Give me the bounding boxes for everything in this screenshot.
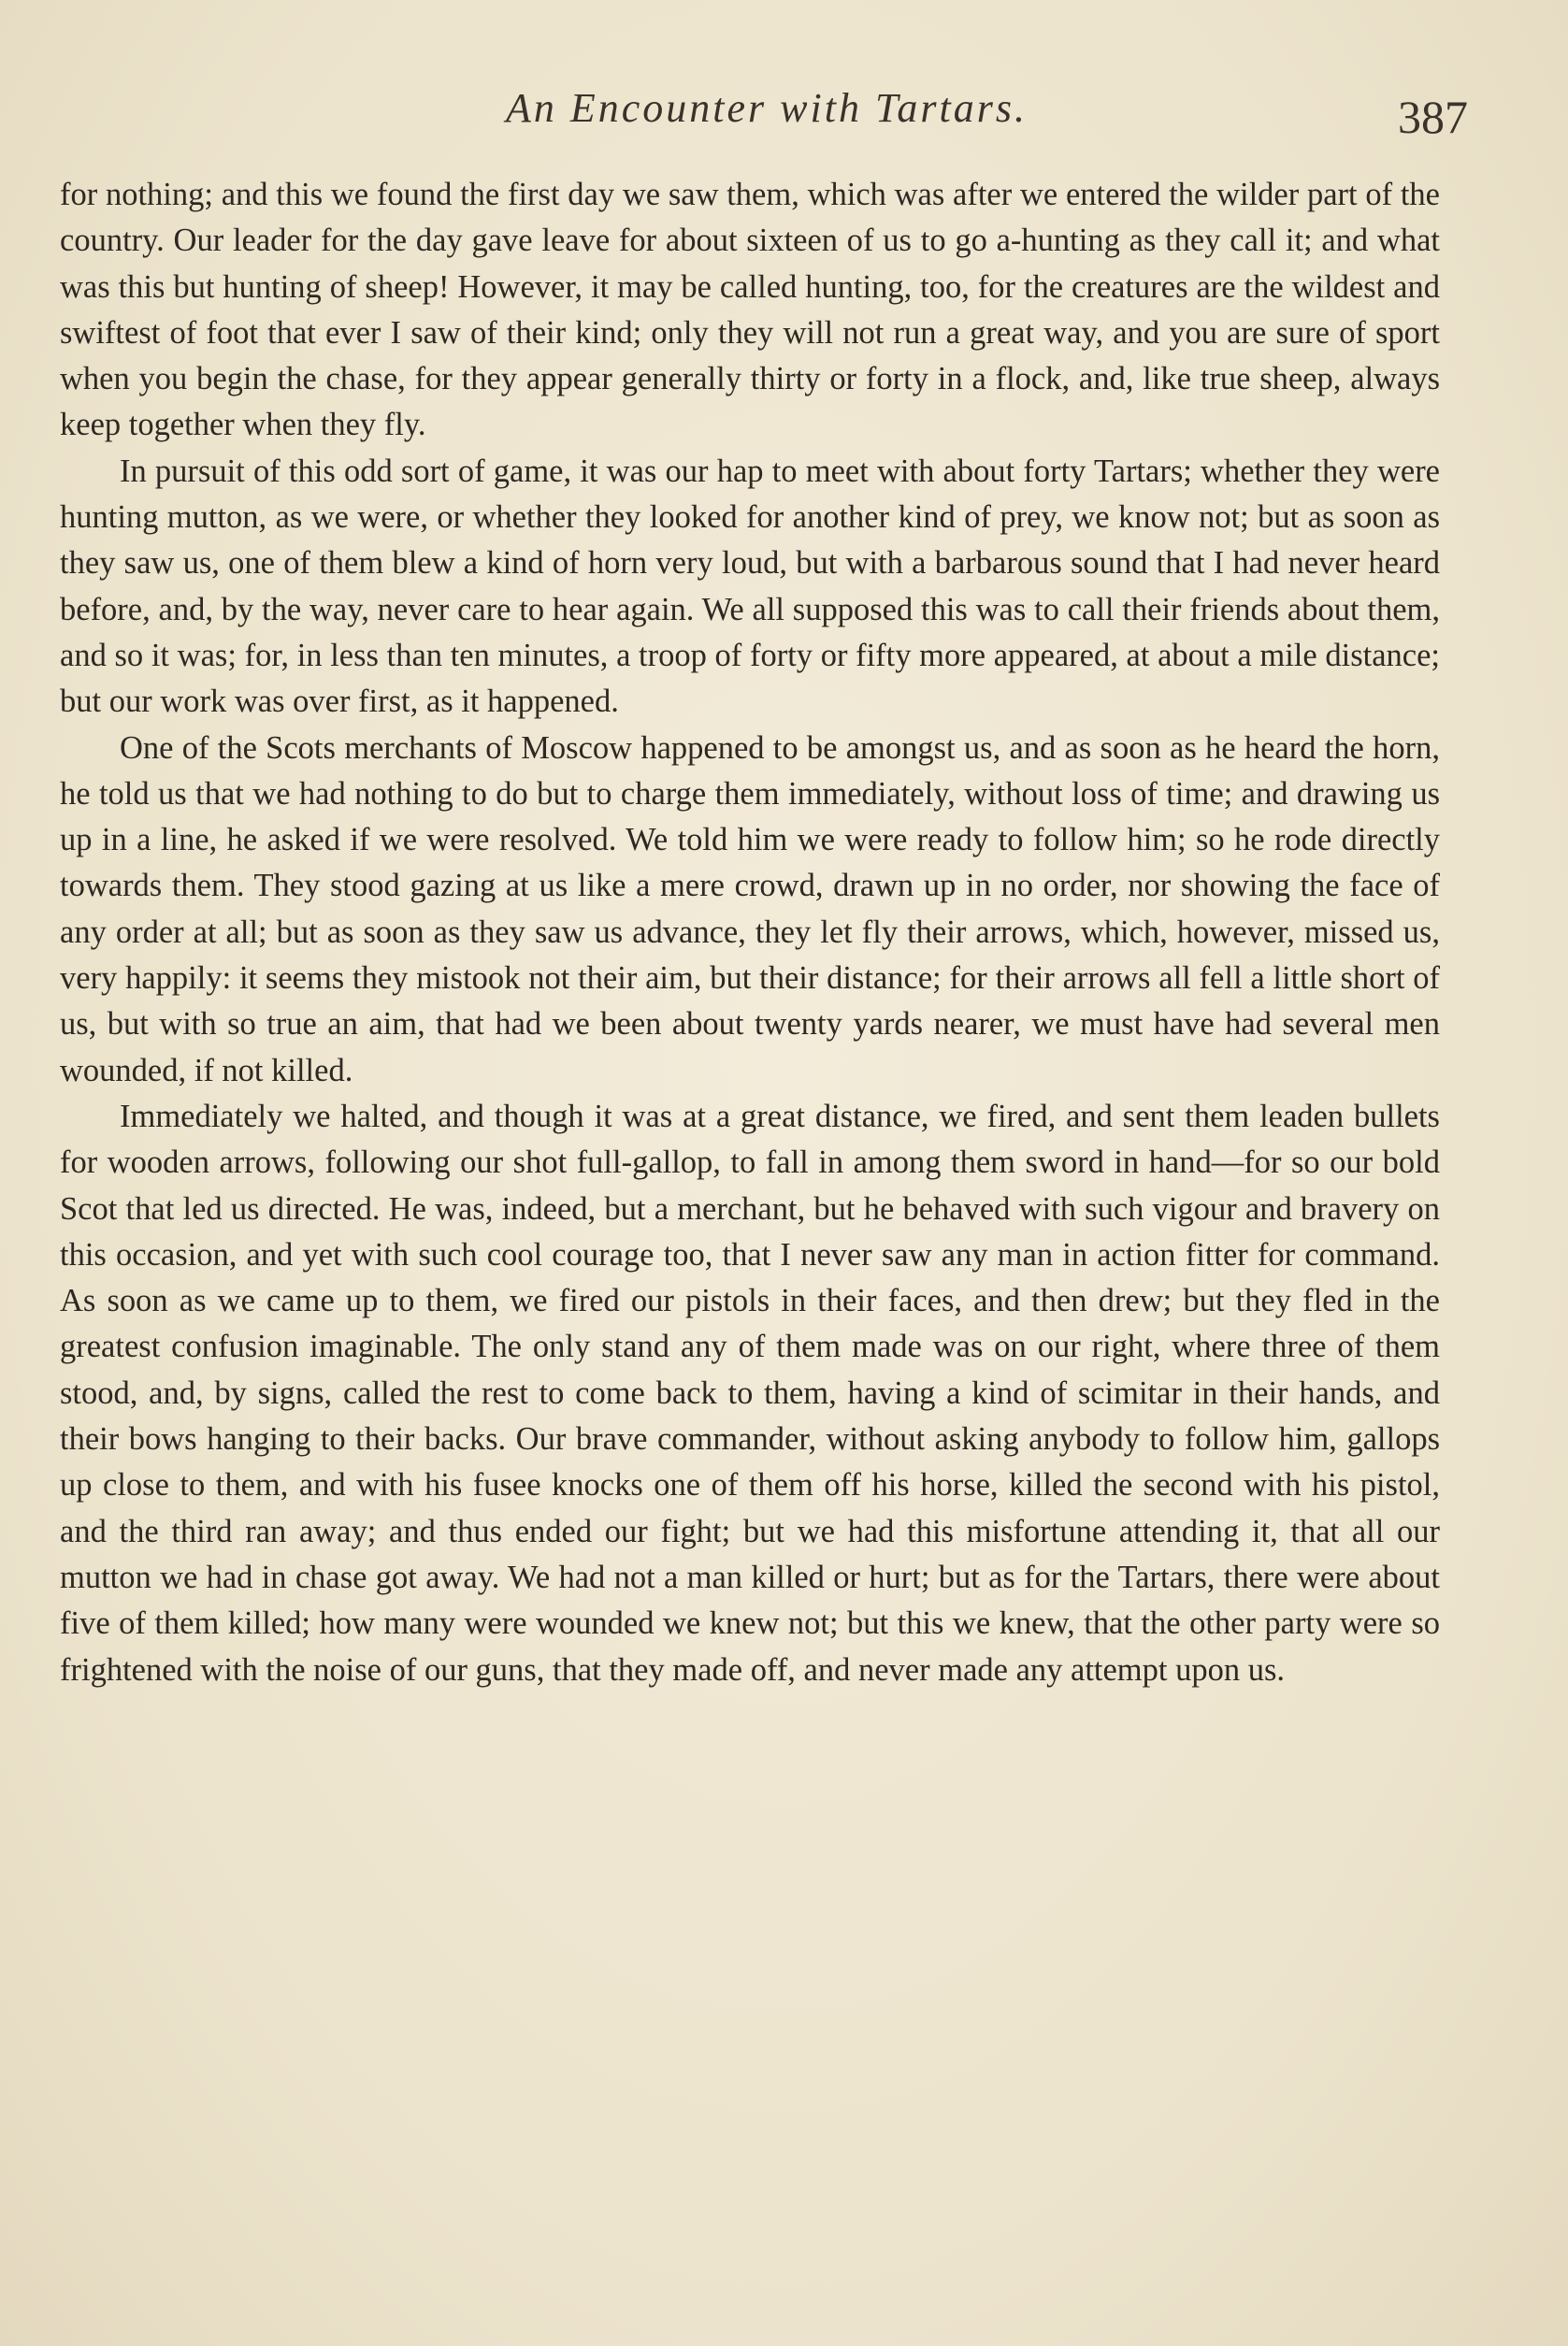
paragraph: Immediately we halted, and though it was at a great distance, we fired, and sent them leaden bullets for wooden arrows, following our shot full-gallop, to fall in among them sword in hand—for so our bold Scot that led us directed. He was, indeed, but a merchant, but he behaved with such vigour and bravery on this occasion, and yet with such cool courage too, that I never saw any man in action fitter for command. As soon as we came up to them, we fired our pistols in their faces, and then drew; but they fled in the greatest confusion imaginable. The only stand any of them made was on our right, where three of them stood, and, by signs, called the rest to come back to them, having a kind of scimitar in their hands, and their bows hanging to their backs. Our brave commander, without asking anybody to follow him, gallops up close to them, and with his fusee knocks one of them off his horse, killed the second with his pistol, and the third ran away; and thus ended our fight; but we had this misfortune attending it, that all our mutton we had in chase got away. We had not a man killed or hurt; but as for the Tartars, there were about five of them killed; how many were wounded we knew not; but this we knew, that the other party were so frightened with the noise of our guns, that they made off, and never made any attempt upon us. xyxy=(60,1098,1440,1688)
running-title: An Encounter with Tartars. xyxy=(506,85,1028,131)
body-text xyxy=(60,172,1440,1693)
paragraph-continued: for nothing; and this we found the first day we saw them, which was after we entered the wilder part of the country. Our leader for the day gave leave for about sixteen of us to go a-hunting as they call it; and what was this but hunting of sheep! However, it may be called hunting, too, for the creatures are the wildest and swiftest of foot that ever I saw of their kind; only they will not run a great way, and you are sure of sport when you begin the chase, for they appear generally thirty or forty in a flock, and, like true sheep, always keep together when they fly. xyxy=(60,177,1440,443)
page-number: 387 xyxy=(1398,91,1468,143)
paragraph: One of the Scots merchants of Moscow happened to be amongst us, and as soon as he heard the horn, he told us that we had nothing to do but to charge them immediately, without loss of time; and drawing us up in a line, he asked if we were resolved. We told him we were ready to follow him; so he rode directly towards them. They stood gazing at us like a mere crowd, drawn up in no order, nor showing the face of any order at all; but as soon as they saw us advance, they let fly their arrows, which, however, missed us, very happily: it seems they mistook not their aim, but their distance; for their arrows all fell a little short of us, but with so true an aim, that had we been about twenty yards nearer, we must have had several men wounded, if not killed. xyxy=(60,729,1440,1088)
paragraph: In pursuit of this odd sort of game, it was our hap to meet with about forty Tartars; whether they were hunting mutton, as we were, or whether they looked for another kind of prey, we know not; but as soon as they saw us, one of them blew a kind of horn very loud, but with a barbarous sound that I had never heard before, and, by the way, never care to hear again. We all supposed this was to call their friends about them, and so it was; for, in less than ten minutes, a troop of forty or fifty more appeared, at about a mile distance; but our work was over first, as it happened. xyxy=(60,453,1440,720)
